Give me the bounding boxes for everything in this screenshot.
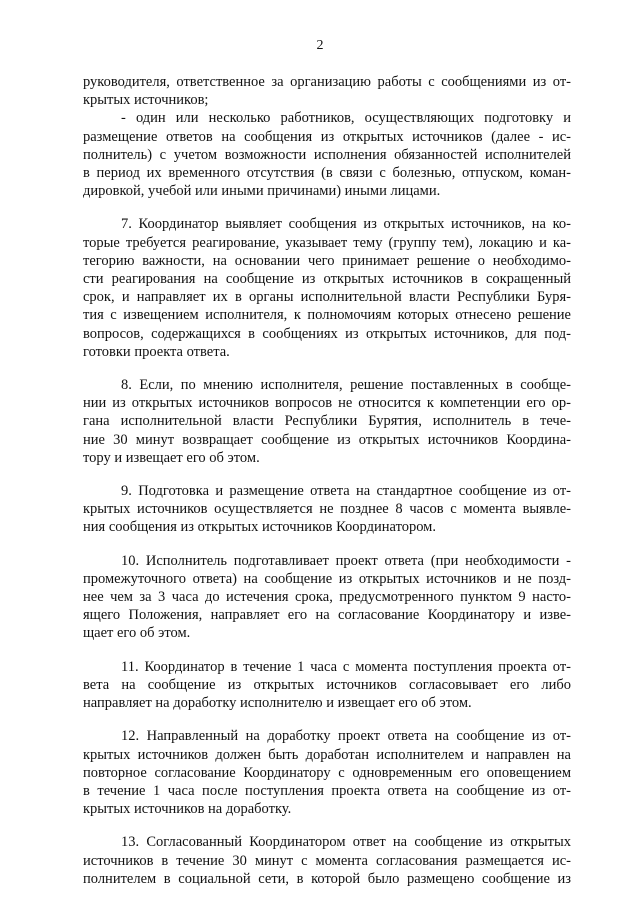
paragraph-continuation [83, 73, 571, 109]
text-line: крытых источников; [83, 92, 209, 109]
paragraph-item-10 [83, 552, 571, 643]
text-line: руководителя, ответственное за организацию работы с сообщениями из от- [83, 74, 571, 90]
text-line: крытых источников должен быть доработан исполнителем и направлен на [83, 746, 571, 763]
text-line: размещение ответов на сообщения из открытых источников (далее - ис- [83, 128, 571, 145]
text-line: гана исполнительной власти Республики Бурятия, исполнитель в тече- [83, 413, 571, 430]
text-line: - один или несколько работников, осуществляющих подготовку и [121, 110, 571, 127]
text-line: ние 30 минут возвращает сообщение из открытых источников Координа- [83, 431, 571, 448]
paragraph-dash-item [83, 109, 571, 200]
text-line: вета на сообщение из открытых источников согласовывает его либо [83, 676, 571, 693]
paragraph-item-13 [83, 833, 571, 888]
paragraph-item-8 [83, 376, 571, 467]
text-line: полнитель) с учетом возможности исполнения обязанностей исполнителей [83, 146, 571, 163]
text-line: крытых источников осуществляется не позднее 8 часов с момента выявле- [83, 501, 571, 518]
text-line: сти реагирования на сообщение из открытых источников в сокращенный [83, 271, 571, 288]
text-line: 8. Если, по мнению исполнителя, решение поставленных в сообще- [121, 377, 571, 394]
text-line: нии из открытых источников вопросов не относится к компетенции его ор- [83, 395, 571, 412]
text-line: 12. Направленный на доработку проект ответа на сообщение из от- [121, 728, 571, 745]
text-line: вопросов, содержащихся в сообщениях из открытых источников, для под- [83, 325, 571, 342]
text-line: направляет на доработку исполнителю и извещает его об этом. [83, 695, 472, 712]
text-line: 7. Координатор выявляет сообщения из открытых источников, на ко- [121, 216, 571, 233]
text-line: 11. Координатор в течение 1 часа с момента поступления проекта от- [121, 658, 571, 675]
text-line: полнителем в социальной сети, в которой было размещено сообщение из [83, 870, 571, 887]
text-line: крытых источников на доработку. [83, 801, 292, 818]
text-line: ящего Положения, направляет его на согласование Координатору и изве- [83, 607, 571, 624]
paragraph-item-9 [83, 482, 571, 537]
paragraph-item-11 [83, 658, 571, 713]
text-line: тегорию важности, на основании чего принимает решение о необходимо- [83, 252, 571, 269]
text-line: промежуточного ответа) на сообщение из открытых источников и не позд- [83, 570, 571, 587]
text-line: ния сообщения из открытых источников Координатором. [83, 519, 436, 536]
text-line: готовки проекта ответа. [83, 343, 230, 360]
text-line: 9. Подготовка и размещение ответа на стандартное сообщение из от- [121, 483, 571, 500]
text-line: повторное согласование Координатору с одновременным его оповещением [83, 764, 571, 781]
text-line: тору и извещает его об этом. [83, 449, 260, 466]
text-line: 10. Исполнитель подготавливает проект ответа (при необходимости - [121, 552, 571, 569]
document-body [83, 73, 571, 888]
text-line: нее чем за 3 часа до истечения срока, предусмотренного пунктом 9 насто- [83, 589, 571, 606]
text-line: 13. Согласованный Координатором ответ на сообщение из открытых [121, 834, 571, 851]
paragraph-item-7 [83, 215, 571, 361]
text-line: дировкой, учебой или иными причинами) иными лицами. [83, 183, 441, 200]
text-line: источников в течение 30 минут с момента согласования размещается ис- [83, 852, 571, 869]
text-line: в течение 1 часа после поступления проекта ответа на сообщение из от- [83, 782, 571, 799]
paragraph-item-12 [83, 727, 571, 818]
text-line: торые требуется реагирование, указывает тему (группу тем), локацию и ка- [83, 234, 571, 251]
text-line: срок, и направляет их в органы исполнительной власти Республики Буря- [83, 289, 571, 306]
page-number: 2 [316, 38, 324, 53]
text-line: тия с извещением исполнителя, к полномочиям которых отнесено решение [83, 307, 571, 324]
text-line: щает его об этом. [83, 625, 191, 642]
text-line: в период их временного отсутствия (в связи с болезнью, отпуском, коман- [83, 165, 571, 182]
